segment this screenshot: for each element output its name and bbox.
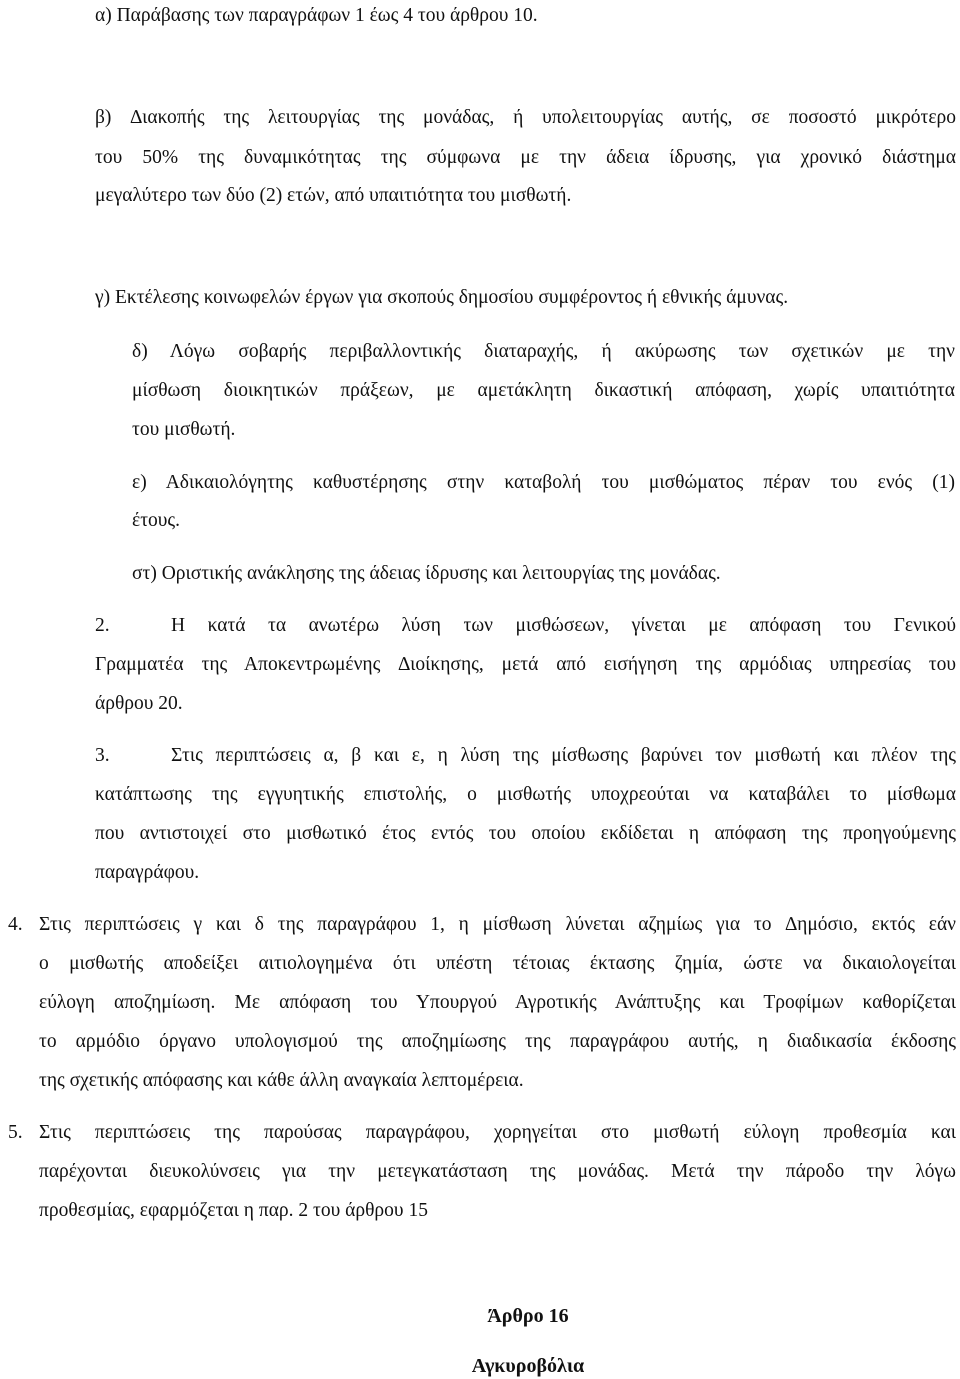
paragraph-5-line: προθεσμίας, εφαρμόζεται η παρ. 2 του άρθρου 15 (39, 1200, 428, 1221)
paragraph-3-line: Στις περιπτώσεις α, β και ε, η λύση της μίσθωσης βαρύνει τον μισθωτή και πλέον της (171, 745, 956, 766)
paragraph-2-line: άρθρου 20. (95, 693, 183, 714)
article-title: Αγκυροβόλια (471, 1355, 585, 1377)
paragraph-4-line: Στις περιπτώσεις γ και δ της παραγράφου 1, η μίσθωση λύνεται αζημίως για το ∆ημόσιο, εκτός εάν (39, 914, 956, 935)
item-st: στ) Οριστικής ανάκλησης της άδειας ίδρυσης και λειτουργίας της μονάδας. (132, 563, 721, 584)
paragraph-3-line: που αντιστοιχεί στο μισθωτικό έτος εντός του οποίου εκδίδεται η απόφαση της προηγούμενης (95, 823, 956, 844)
paragraph-4-line: το αρμόδιο όργανο υπολογισμού της αποζημίωσης της παραγράφου αυτής, η διαδικασία έκδοσης (39, 1031, 956, 1052)
item-e-line: έτους. (132, 510, 181, 531)
paragraph-2-line: Η κατά τα ανωτέρω λύση των μισθώσεων, γίνεται με απόφαση του Γενικού (171, 615, 956, 636)
paragraph-number: 2. (95, 615, 110, 636)
paragraph-3-line: παραγράφου. (95, 862, 200, 883)
item-b-line: β) ∆ιακοπής της λειτουργίας της μονάδας, ή υπολειτουργίας αυτής, σε ποσοστό μικρότερο (95, 107, 956, 128)
paragraph-4-line: της σχετικής απόφασης και κάθε άλλη αναγκαία λεπτομέρεια. (39, 1070, 524, 1091)
item-c: γ) Εκτέλεσης κοινωφελών έργων για σκοπούς δημοσίου συμφέροντος ή εθνικής άμυνας. (95, 287, 789, 308)
paragraph-4-line: ο μισθωτής αποδείξει αιτιολογημένα ότι υπέστη τέτοιας έκτασης ζημία, ώστε να δικαιολογείται (39, 953, 956, 974)
item-a: α) Παράβασης των παραγράφων 1 έως 4 του άρθρου 10. (95, 5, 538, 26)
paragraph-3-line: κατάπτωσης της εγγυητικής επιστολής, ο μισθωτής υποχρεούται να καταβάλει το μίσθωμα (95, 784, 956, 805)
paragraph-number: 4. (8, 914, 23, 935)
item-b-line: του 50% της δυναμικότητας της σύμφωνα με την άδεια ίδρυσης, για χρονικό διάστημα (95, 147, 956, 168)
paragraph-5-line: Στις περιπτώσεις της παρούσας παραγράφου, χορηγείται στο μισθωτή εύλογη προθεσμία και (39, 1122, 956, 1143)
paragraph-4-line: εύλογη αποζημίωση. Με απόφαση του Υπουργού Αγροτικής Ανάπτυξης και Τροφίμων καθορίζεται (39, 992, 956, 1013)
item-b-line: μεγαλύτερο των δύο (2) ετών, από υπαιτιότητα του μισθωτή. (95, 185, 572, 206)
paragraph-2-line: Γραμματέα της Αποκεντρωμένης ∆ιοίκησης, μετά από εισήγηση της αρμόδιας υπηρεσίας του (95, 654, 956, 675)
item-d-line: δ) Λόγω σοβαρής περιβαλλοντικής διαταραχής, ή ακύρωσης των σχετικών με την (132, 341, 955, 362)
item-e-line: ε) Αδικαιολόγητης καθυστέρησης στην καταβολή του μισθώματος πέραν του ενός (1) (132, 472, 955, 493)
paragraph-number: 5. (8, 1122, 23, 1143)
item-d-line: μίσθωση διοικητικών πράξεων, με αμετάκλητη δικαστική απόφαση, χωρίς υπαιτιότητα (132, 380, 955, 401)
article-heading: Άρθρο 16 (487, 1305, 569, 1327)
item-d-line: του μισθωτή. (132, 419, 236, 440)
paragraph-5-line: παρέχονται διευκολύνσεις για την μετεγκατάσταση της μονάδας. Μετά την πάροδο την λόγω (39, 1161, 956, 1182)
paragraph-number: 3. (95, 745, 110, 766)
